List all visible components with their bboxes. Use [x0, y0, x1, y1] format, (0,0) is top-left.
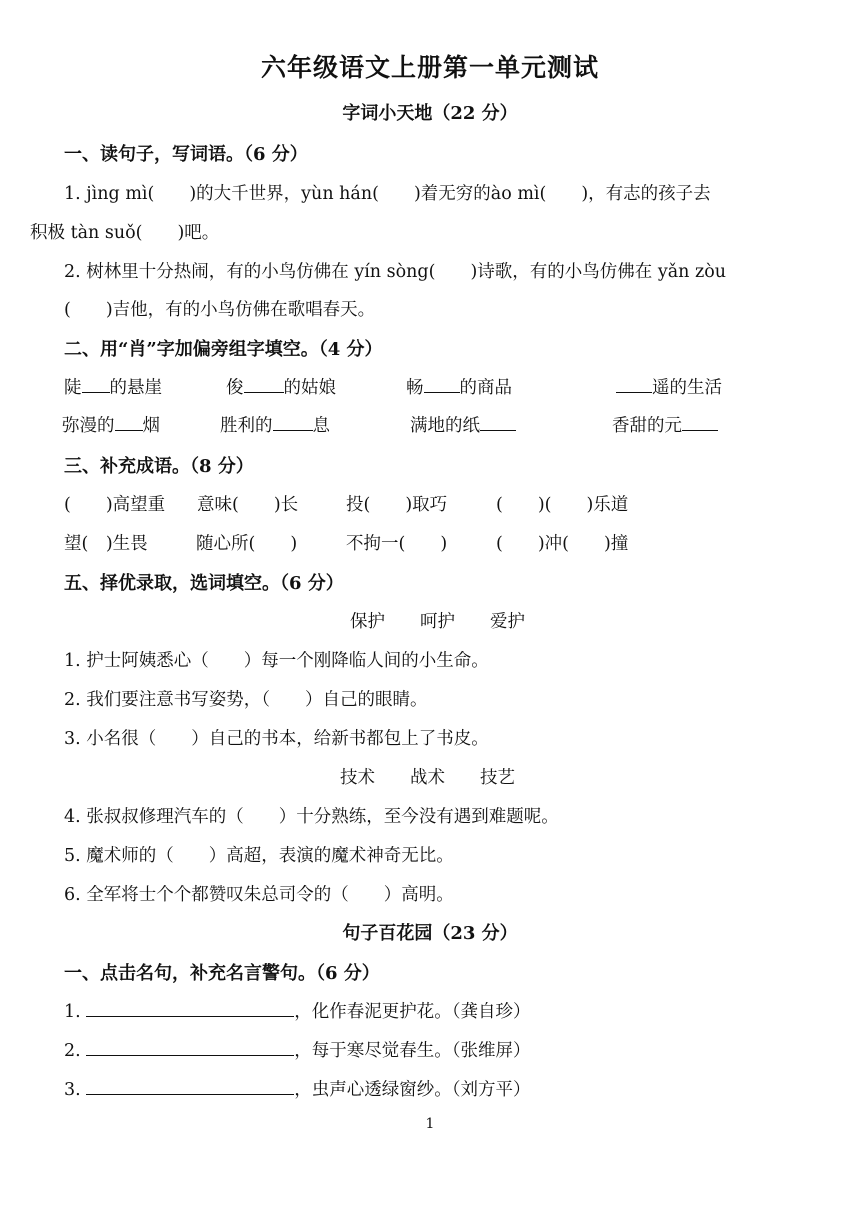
q2-line2: ( )吉他，有的小鸟仿佛在歌唱春天。: [64, 300, 376, 320]
answer-blank[interactable]: [86, 1041, 294, 1056]
quote-item: 2. ，每于寒尽觉春生。（张维屏）: [64, 1041, 531, 1061]
question-heading-quotes: 一、点击名句，补充名言警句。（6 分）: [64, 963, 380, 984]
question-heading-1: 一、读句子，写词语。（6 分）: [64, 144, 308, 165]
answer-blank[interactable]: [86, 1080, 294, 1095]
idiom-item: 不拘一( ): [346, 534, 448, 554]
fill-sentence: 6. 全军将士个个都赞叹朱总司令的（ ）高明。: [64, 885, 454, 905]
fill-item: 弥漫的 烟: [62, 416, 160, 436]
idiom-item: ( )冲( )撞: [496, 534, 629, 554]
fill-item: 遥的生活: [616, 374, 722, 399]
page-number: 1: [425, 1116, 435, 1132]
fill-sentence: 2. 我们要注意书写姿势，（ ）自己的眼睛。: [64, 690, 428, 710]
answer-blank[interactable]: [273, 416, 313, 431]
word-choices: 保护 呵护 爱护: [350, 612, 525, 632]
fill-sentence: 4. 张叔叔修理汽车的（ ）十分熟练，至今没有遇到难题呢。: [64, 807, 559, 827]
answer-blank[interactable]: [115, 416, 143, 431]
answer-blank[interactable]: [244, 378, 284, 393]
fill-item: 陡 的悬崖: [64, 378, 162, 398]
idiom-item: 投( )取巧: [346, 495, 448, 515]
question-heading-5: 五、择优录取，选词填空。（6 分）: [64, 573, 344, 594]
fill-item: 香甜的元: [612, 412, 718, 437]
answer-blank[interactable]: [82, 378, 110, 393]
section-heading-sentences: 句子百花园（23 分）: [342, 923, 518, 944]
idiom-item: 望( )生畏: [64, 534, 148, 554]
fill-item: 胜利的 息: [220, 416, 330, 436]
q2-line1: 2. 树林里十分热闹，有的小鸟仿佛在 yín sòng( )诗歌，有的小鸟仿佛在 yǎn zòu: [64, 262, 727, 282]
question-heading-2: 二、用“肖”字加偏旁组字填空。（4 分）: [64, 339, 383, 360]
idiom-item: ( )( )乐道: [496, 495, 629, 515]
answer-blank[interactable]: [616, 378, 652, 393]
fill-item: 畅 的商品: [406, 378, 512, 398]
quote-item: 1. ，化作春泥更护花。（龚自珍）: [64, 1002, 531, 1022]
q1-line2: 积极 tàn suǒ( )吧。: [30, 223, 220, 243]
answer-blank[interactable]: [86, 1002, 294, 1017]
idiom-item: ( )高望重: [64, 495, 166, 515]
fill-sentence: 5. 魔术师的（ ）高超，表演的魔术神奇无比。: [64, 846, 454, 866]
answer-blank[interactable]: [424, 378, 460, 393]
fill-item: 满地的纸: [410, 412, 516, 437]
page-title: 六年级语文上册第一单元测试: [260, 53, 599, 82]
question-heading-3: 三、补充成语。（8 分）: [64, 456, 254, 477]
fill-sentence: 1. 护士阿姨悉心（ ）每一个刚降临人间的小生命。: [64, 651, 489, 671]
answer-blank[interactable]: [480, 416, 516, 431]
quote-item: 3. ，虫声心透绿窗纱。（刘方平）: [64, 1080, 531, 1100]
fill-item: 俊 的姑娘: [226, 378, 336, 398]
word-choices: 技术 战术 技艺: [340, 768, 515, 788]
answer-blank[interactable]: [682, 416, 718, 431]
section-heading-words: 字词小天地（22 分）: [342, 103, 518, 124]
q1-line1: 1. jìng mì( )的大千世界，yùn hán( )着无穷的ào mì( )，有志的孩子去: [64, 184, 711, 204]
fill-sentence: 3. 小名很（ ）自己的书本，给新书都包上了书皮。: [64, 729, 489, 749]
idiom-item: 意味( )长: [197, 495, 299, 515]
idiom-item: 随心所( ): [196, 534, 298, 554]
